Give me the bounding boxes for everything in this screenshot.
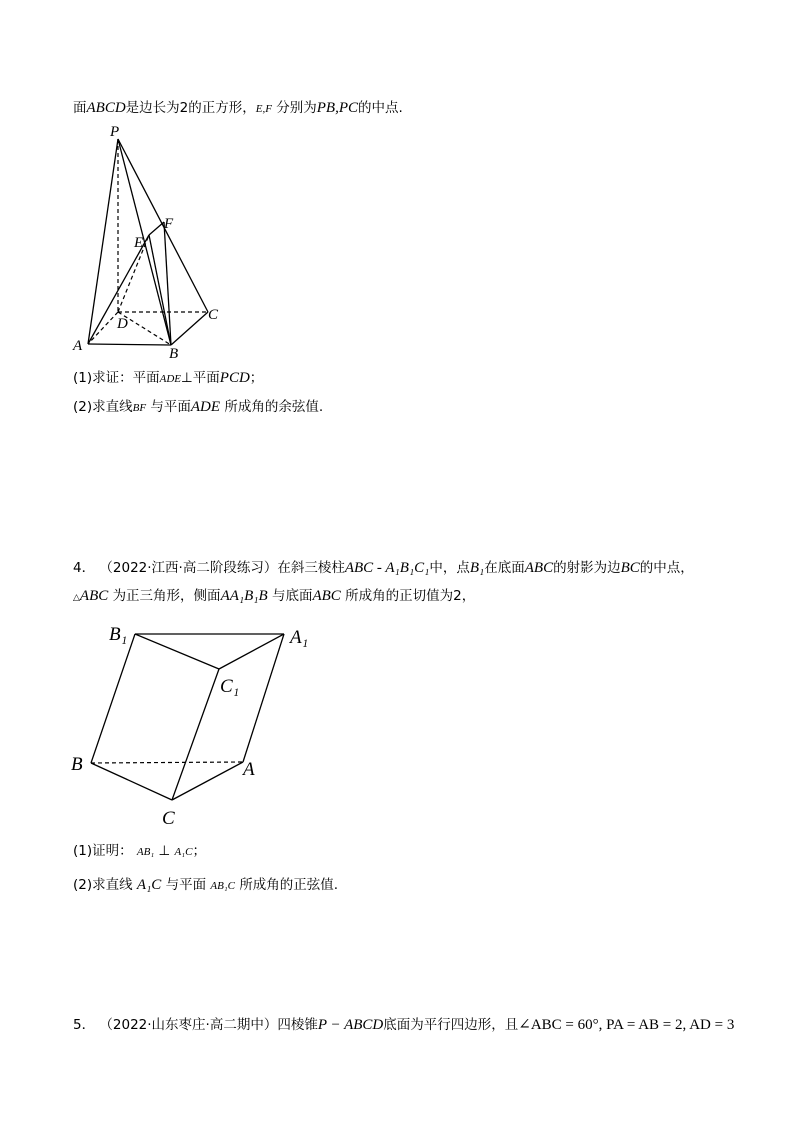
label-A: A [243,759,255,780]
label-B: B [71,754,83,775]
p3-intro-text: 面 [73,100,87,116]
p3-intro-math: PB,PC [316,100,359,116]
stem-math: ABC - A₁B₁C₁ [344,560,430,576]
q-text: (2)求直线 [73,399,133,415]
stem-text: 的中点， [639,560,694,576]
q-text: 平面 [192,370,220,386]
q-text: 与平面 [165,877,207,893]
p3-question-2 [73,397,323,418]
pyramid-figure [70,122,230,362]
stem-math: ∠ABC = 60°, PA = AB = 2, AD = 3 [518,1017,735,1033]
stem-math: P − ABCD [317,1017,384,1033]
label-P: P [110,124,120,140]
q-math: ADE [190,399,221,415]
label-B1: B₁ [109,624,128,645]
label-E: E [134,235,144,251]
stem-math: ABC [79,588,109,604]
problem-number: 5． [73,1017,96,1033]
label-D: D [117,316,128,332]
q-text: ； [192,843,206,859]
stem-text: 为正三角形，侧面 [112,588,221,604]
stem-math: AA₁B₁B [220,588,268,604]
q-text: (2)求直线 [73,877,133,893]
p3-intro-number: 2 [179,100,189,116]
q-math: AB₁C [210,880,236,892]
q-math: BF [132,402,147,414]
p3-intro [73,98,403,119]
label-C1: C₁ [220,676,240,697]
triangle-symbol: △ [73,593,80,603]
stem-text: 底面为平行四边形，且 [383,1017,519,1033]
q-text: 所成角的余弦值. [224,399,324,415]
p4-stem-line2 [73,586,475,608]
label-B: B [169,346,179,362]
p3-intro-text: 分别为 [276,100,317,116]
q-math: A₁C [136,877,162,893]
q-op: ⊥ [158,843,171,859]
p3-intro-text: 的中点. [358,100,403,116]
stem-number: 2 [453,588,462,604]
q-text: 与平面 [150,399,191,415]
p3-question-1 [73,368,263,389]
q-math: PCD [219,370,250,386]
problem-source: （2022·山东枣庄·高二期中） [99,1017,278,1033]
p5-stem-line1 [73,1015,734,1035]
stem-math: BC [620,560,640,576]
stem-text: 四棱锥 [277,1017,318,1033]
stem-text: 在斜三棱柱 [277,560,345,576]
q-op: ⊥ [181,370,193,386]
stem-math: B₁ [469,560,485,576]
stem-math: ABC [312,588,341,604]
p4-question-2 [73,875,338,896]
q-math: AB₁ [136,846,155,858]
prism-figure [68,618,328,843]
stem-text: 在底面 [484,560,525,576]
label-A1: A₁ [290,627,309,648]
p3-intro-text: 是边长为 [125,100,180,116]
p3-intro-math: ABCD [86,100,126,116]
label-C: C [162,808,175,829]
q-math: A₁C [174,846,193,858]
stem-math: ABC [524,560,554,576]
stem-text: 中，点 [429,560,470,576]
q-text: 所成角的正弦值. [239,877,339,893]
label-F: F [164,216,174,232]
p3-intro-math: E,F [255,103,272,115]
label-A: A [73,338,83,354]
problem-number: 4． [73,560,96,576]
stem-text: 所成角的正切值为 [345,588,454,604]
q-text: (1)求证：平面 [73,370,160,386]
q-math: ADE [159,373,182,385]
stem-text: 的射影为边 [553,560,621,576]
stem-text: 与底面 [271,588,313,604]
problem-source: （2022·江西·高二阶段练习） [99,560,278,576]
p4-stem-line1 [73,558,694,578]
q-text: (1)证明： [73,843,133,859]
stem-text: ， [461,588,476,604]
label-C: C [208,307,219,323]
q-text: ； [249,370,264,386]
p4-question-1 [73,841,206,862]
p3-intro-text: 的正方形， [188,100,256,116]
